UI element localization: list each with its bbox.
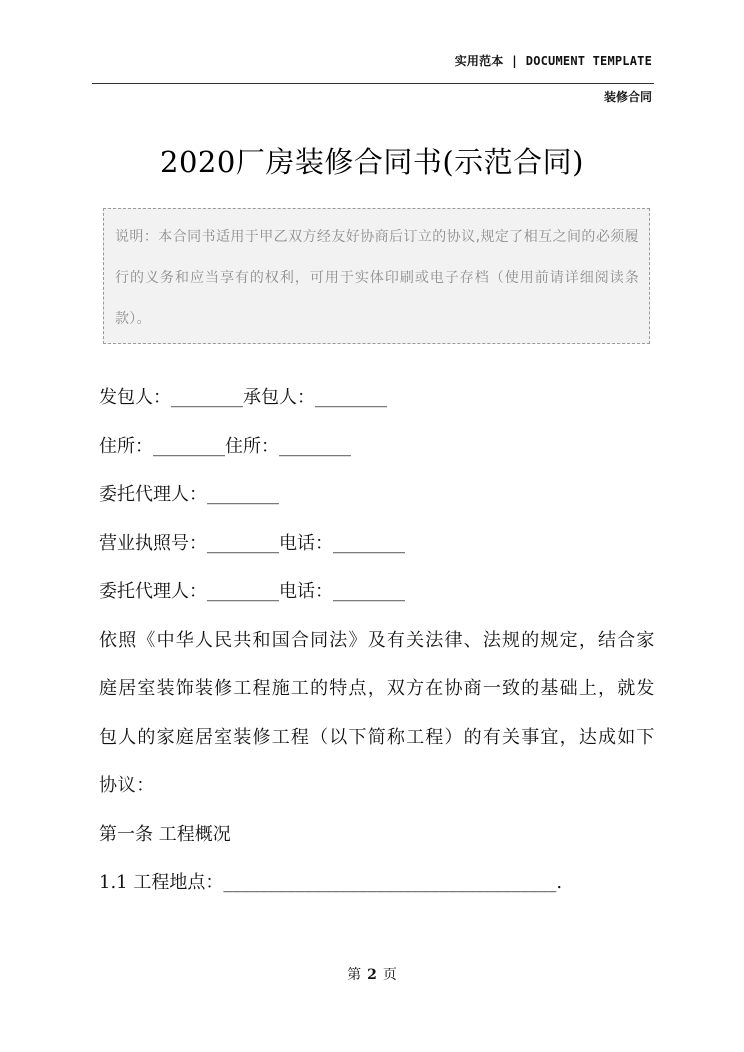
header-category: 装修合同	[603, 90, 652, 104]
note-box: 说明：本合同书适用于甲乙双方经友好协商后订立的协议,规定了相互之间的必须履行的义务和应当享有的权利，可用于实体印刷或电子存档（使用前请详细阅读条款）。	[103, 208, 650, 344]
address-line: 住所：________住所：________	[99, 435, 351, 457]
agent-line: 委托代理人：________	[99, 484, 279, 505]
license-line: 营业执照号：________电话：________	[99, 532, 405, 554]
section-heading: 第一条 工程概况	[99, 823, 231, 845]
page-suffix: 页	[382, 967, 397, 983]
page-number: 2	[367, 967, 377, 983]
page-footer	[0, 964, 744, 984]
document-title: 2020厂房装修合同书(示范合同)	[160, 145, 584, 179]
page-prefix: 第	[347, 967, 362, 983]
intro-paragraph: 依照《中华人民共和国合同法》及有关法律、法规的规定，结合家庭居室装饰装修工程施工的特点，双方在协商一致的基础上，就发包人的家庭居室装修工程（以下简称工程）的有关事宜，达成如下协议：	[99, 629, 655, 796]
clause-1-1: 1.1 工程地点：_____________________________________.	[99, 872, 563, 893]
agent-phone-line: 委托代理人：________电话：________	[99, 581, 405, 602]
party-line: 发包人：________承包人：________	[99, 387, 387, 408]
header-brand: 实用范本 | DOCUMENT TEMPLATE	[454, 54, 652, 68]
header-rule	[92, 83, 654, 84]
document-body	[99, 374, 655, 908]
